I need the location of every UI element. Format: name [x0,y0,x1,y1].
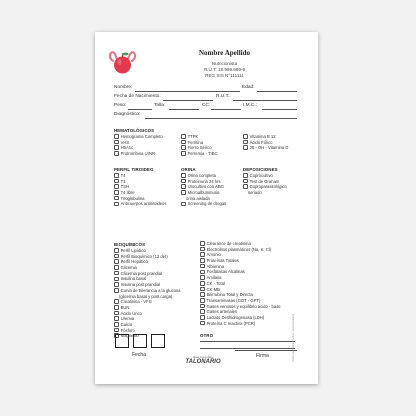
list-item[interactable]: T3 [114,179,166,185]
cc-label: CC: [202,103,211,108]
checkbox[interactable] [114,277,119,282]
signature-line[interactable] [235,350,297,351]
name-label: Nombre: [114,85,133,90]
otro-line-1[interactable] [200,341,295,342]
doctor-name: Nombre Apellido [198,49,250,57]
brand-logo [183,356,223,365]
list-item[interactable]: Urocultivo con ABG [181,184,226,190]
checkbox[interactable] [114,145,119,150]
list-item[interactable]: Amilasa [200,275,281,281]
list-item[interactable]: Ácido Fólico [243,140,288,146]
checkbox[interactable] [114,134,119,139]
cc-line[interactable] [211,109,241,110]
list-item[interactable]: Electrolitos plasmáticos (Na, K, Cl) [200,247,281,253]
checkbox[interactable] [200,292,205,297]
checkbox[interactable] [181,151,186,156]
checkbox[interactable] [114,151,119,156]
checkbox[interactable] [200,304,205,309]
prescription-sheet [95,32,318,384]
list-item[interactable]: Glicemia [114,265,180,271]
checkbox[interactable] [200,241,205,246]
rut-line[interactable] [233,100,297,101]
checkbox[interactable] [181,190,186,195]
list-item[interactable]: Ferremia - TIBC [181,151,218,157]
weight-label: Peso: [114,103,127,108]
birth-label: Fecha de Nacimiento: [114,94,161,99]
list-item[interactable]: Microalbuminuria [181,190,226,196]
checkbox[interactable] [114,179,119,184]
age-label: Edad: [242,85,255,90]
list-item[interactable]: Transaminasas (GOT - GPT) [200,298,281,304]
checkbox[interactable] [181,202,186,207]
checkbox[interactable] [114,316,119,321]
list-item: (glicemia basal y post carga) [119,293,173,299]
list-item[interactable]: Proteína C reactiva (PCR) [200,321,281,327]
list-item[interactable]: Curva de tolerancia a la glucosa [114,288,180,294]
list-item[interactable]: Ácido Úrico [114,311,180,317]
list-item[interactable]: Vitamina B 12 [243,134,288,140]
checkbox[interactable] [200,275,205,280]
age-line[interactable] [257,91,297,92]
checkbox[interactable] [114,254,119,259]
list-item[interactable]: Lactato Deshidrogenasa (LDH) [200,315,281,321]
list-item: orina aislada [186,195,210,201]
list-item[interactable]: Perfil Hepático [114,259,180,265]
list-item[interactable]: Coprocultivo [243,173,287,179]
checkbox[interactable] [200,247,205,252]
checkbox[interactable] [114,299,119,304]
date-month-box[interactable] [133,334,147,348]
checkbox[interactable] [114,271,119,276]
name-line[interactable] [135,91,240,92]
list-item[interactable]: Protrombina c/INR [114,151,163,157]
date-label: Fecha [132,352,146,358]
section-deposiciones: DEPOSICIONES [243,167,278,172]
checkbox[interactable] [200,309,205,314]
list-item[interactable]: Proteínas Totales [200,258,281,264]
checkbox[interactable] [114,202,119,207]
list-item[interactable]: Gases venosos y equilibrio ácido - base [200,304,281,310]
brand-tagline: Ideas imprimibles [192,356,214,359]
list-item[interactable]: Coproparasitológico [243,184,287,190]
checkbox[interactable] [243,140,248,145]
list-item[interactable]: Ferritina [181,140,218,146]
list-item[interactable]: Amonio [200,252,281,258]
checkbox[interactable] [243,179,248,184]
hemato-col2 [181,134,218,157]
list-item[interactable]: Perfil Lipídico [114,248,180,254]
registry-number: REG SIS N°111111 [205,73,244,78]
checkbox[interactable] [243,173,248,178]
bmi-line[interactable] [262,109,297,110]
list-item[interactable]: Screening de drogas [181,201,226,207]
checkbox[interactable] [200,298,205,303]
hemato-col3 [243,134,288,151]
list-item[interactable]: Fierro Sérico [181,145,218,151]
checkbox[interactable] [243,134,248,139]
list-item[interactable]: Albúmina [200,264,281,270]
checkbox[interactable] [114,259,119,264]
checkbox[interactable] [114,190,119,195]
bioquimicos-col2 [200,241,281,326]
list-item[interactable]: Bilirrubina Total y Directa [200,292,281,298]
checkbox[interactable] [114,196,119,201]
checkbox[interactable] [181,140,186,145]
profession: Nutricionista [211,61,238,66]
list-item[interactable]: 25 - OH - Vitamina D [243,145,288,151]
checkbox[interactable] [200,287,205,292]
signature-label: Firma [256,353,269,359]
deposiciones-list [243,173,287,196]
checkbox[interactable] [114,184,119,189]
date-year-box[interactable] [151,334,165,348]
checkbox[interactable] [200,258,205,263]
list-item[interactable]: Clearance de creatinina [200,241,281,247]
checkbox[interactable] [114,173,119,178]
checkbox[interactable] [114,282,119,287]
checkbox[interactable] [243,145,248,150]
list-item[interactable]: Glicemia post prandial [114,271,180,277]
list-item[interactable]: Calcio [114,322,180,328]
birth-line[interactable] [163,100,213,101]
tiroideo-list [114,173,166,207]
list-item[interactable]: Fosfatasas Alcalinas [200,269,281,275]
list-item[interactable]: Tiroglobulina [114,196,166,202]
section-bioquimicos: BIOQUÍMICOS [114,242,146,247]
list-item[interactable]: Creatinina - VFG [114,299,180,305]
apple-logo-icon [105,47,140,77]
weight-line[interactable] [128,109,152,110]
checkbox[interactable] [200,315,205,320]
checkbox[interactable] [200,252,205,257]
list-item[interactable]: Insulina basal [114,276,180,282]
list-item[interactable]: Gases arteriales [200,309,281,315]
checkbox[interactable] [243,184,248,189]
list-item[interactable]: VHS [114,140,163,146]
section-perfil-tiroideo: PERFIL TIROIDEO [114,167,154,172]
bmi-label: I.M.C.: [243,103,258,108]
checkbox[interactable] [200,321,205,326]
list-item[interactable]: Insulina post prandial [114,282,180,288]
checkbox[interactable] [200,281,205,286]
list-item[interactable]: Anticuerpos antitiroideos [114,201,166,207]
otro-line-2[interactable] [200,348,295,349]
list-item[interactable]: Proteinuria 24 hrs [181,179,226,185]
checkbox[interactable] [181,173,186,178]
list-item[interactable]: HbA1c [114,145,163,151]
checkbox[interactable] [200,270,205,275]
checkbox[interactable] [114,288,119,293]
diagnosis-label: Diagnóstico: [114,112,141,117]
list-item[interactable]: Test de Graham [243,179,287,185]
list-item[interactable]: Perfil Bioquímico (13 det) [114,254,180,260]
list-item[interactable]: Hemograma Completo [114,134,163,140]
list-item[interactable]: TSH [114,184,166,190]
checkbox[interactable] [114,265,119,270]
list-item[interactable]: CK - Total [200,281,281,287]
height-line[interactable] [169,109,199,110]
section-otro: OTRO [200,333,214,338]
checkbox[interactable] [114,248,119,253]
hemato-col1 [114,134,163,157]
bioquimicos-col1 [114,248,180,339]
checkbox[interactable] [181,134,186,139]
list-item: seriado [248,190,262,196]
list-item[interactable]: TTPK [181,134,218,140]
checkbox[interactable] [181,184,186,189]
list-item[interactable]: Fósforo [114,328,180,334]
list-item[interactable]: Orina completa [181,173,226,179]
list-item[interactable]: Uremia [114,316,180,322]
doctor-rut: R.U.T: 19.999.999-9 [203,67,246,72]
list-item[interactable]: Magnesio [114,333,180,339]
list-item[interactable]: CK MB [200,287,281,293]
checkbox[interactable] [181,179,186,184]
checkbox[interactable] [181,145,186,150]
rut-label: R.U.T.: [216,94,231,99]
brand-name: TALONARIO [185,359,221,365]
checkbox[interactable] [200,264,205,269]
checkbox[interactable] [114,311,119,316]
checkbox[interactable] [114,140,119,145]
section-orina: ORINA [181,167,196,172]
list-item[interactable]: T4 [114,173,166,179]
checkbox[interactable] [114,322,119,327]
checkbox[interactable] [114,328,119,333]
date-day-box[interactable] [115,334,129,348]
checkbox[interactable] [114,305,119,310]
diagnosis-line[interactable] [145,118,297,119]
list-item[interactable]: T4 libre [114,190,166,196]
orina-list [181,173,226,207]
section-hematologicos: HEMATOLÓGICOS [114,128,155,133]
side-credit-text: Diseño por TalonarioOnline · www.talonario.cl [292,313,295,362]
list-item[interactable]: BUN [114,305,180,311]
height-label: Talla: [154,103,166,108]
